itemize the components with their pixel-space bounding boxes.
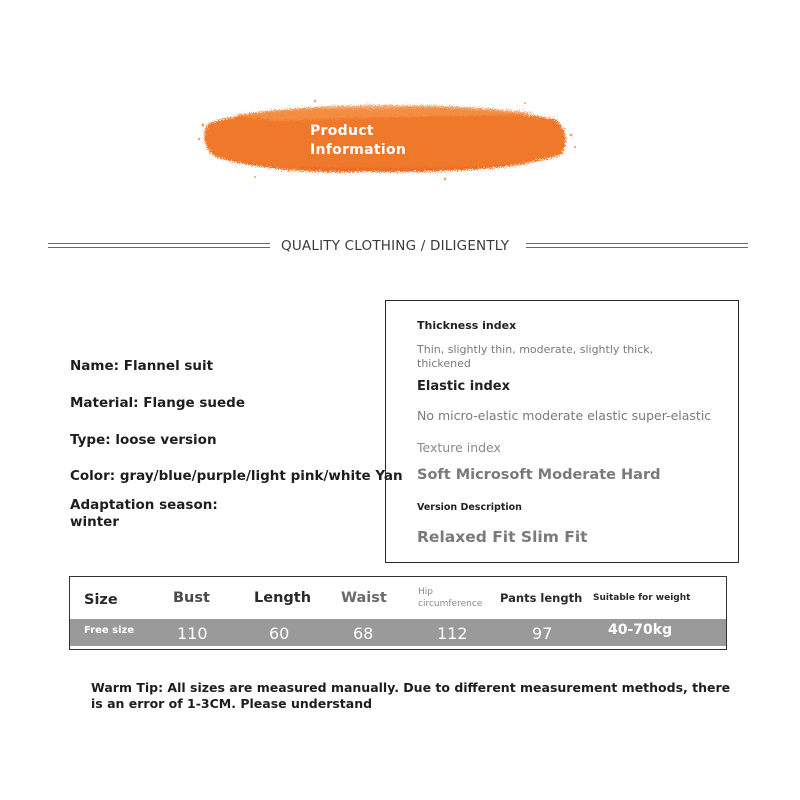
cell-weight: 40-70kg: [608, 622, 673, 638]
header-hip-circumference: [418, 586, 482, 610]
spec-color: Color: gray/blue/purple/light pink/white Yan: [70, 468, 403, 484]
warm-tip: Warm Tip: All sizes are measured manually. Due to different measurement methods, there is an error of 1-3CM. Please understand: [91, 680, 731, 711]
spec-name: Name: Flannel suit: [70, 358, 214, 374]
elastic-index-options: No micro-elastic moderate elastic super-elastic: [417, 408, 712, 423]
cell-length: 60: [269, 624, 290, 643]
spec-season-line1: Adaptation season:: [70, 497, 218, 513]
texture-index-options: Soft Microsoft Moderate Hard: [417, 467, 661, 483]
header-weight: Suitable for weight: [593, 593, 691, 603]
version-description-title: Version Description: [417, 502, 522, 513]
cell-hip: 112: [437, 624, 468, 643]
index-box: [385, 300, 739, 563]
banner-title-line2: Information: [310, 142, 407, 158]
header-size: Size: [84, 592, 118, 608]
header-length: Length: [254, 590, 312, 606]
cell-waist: 68: [353, 624, 374, 643]
spec-type: Type: loose version: [70, 432, 217, 448]
divider-right-lines: [526, 243, 748, 249]
banner-title: [310, 122, 406, 160]
cell-bust: 110: [177, 624, 208, 643]
spec-season-line2: winter: [70, 514, 119, 530]
thickness-index-options: Thin, slightly thin, moderate, slightly thick, thickened: [417, 343, 654, 370]
elastic-index-title: Elastic index: [417, 379, 510, 394]
header-pants-length: Pants length: [500, 591, 583, 605]
texture-index-title: Texture index: [417, 440, 501, 455]
header-hip-line1: Hip: [418, 587, 433, 597]
thickness-index-title: Thickness index: [417, 319, 517, 332]
spec-material: Material: Flange suede: [70, 395, 245, 411]
product-information-banner: [195, 95, 580, 185]
version-description-options: Relaxed Fit Slim Fit: [417, 528, 588, 546]
quality-tagline: QUALITY CLOTHING / DILIGENTLY: [281, 238, 510, 254]
spec-season: [70, 497, 218, 531]
banner-title-line1: Product: [310, 123, 374, 139]
size-table: [69, 576, 727, 650]
cell-pants-length: 97: [532, 624, 553, 643]
cell-size: Free size: [84, 625, 135, 636]
header-bust: Bust: [173, 590, 210, 606]
header-waist: Waist: [341, 590, 387, 606]
divider-left-lines: [48, 243, 270, 249]
header-hip-line2: circumference: [418, 599, 483, 609]
